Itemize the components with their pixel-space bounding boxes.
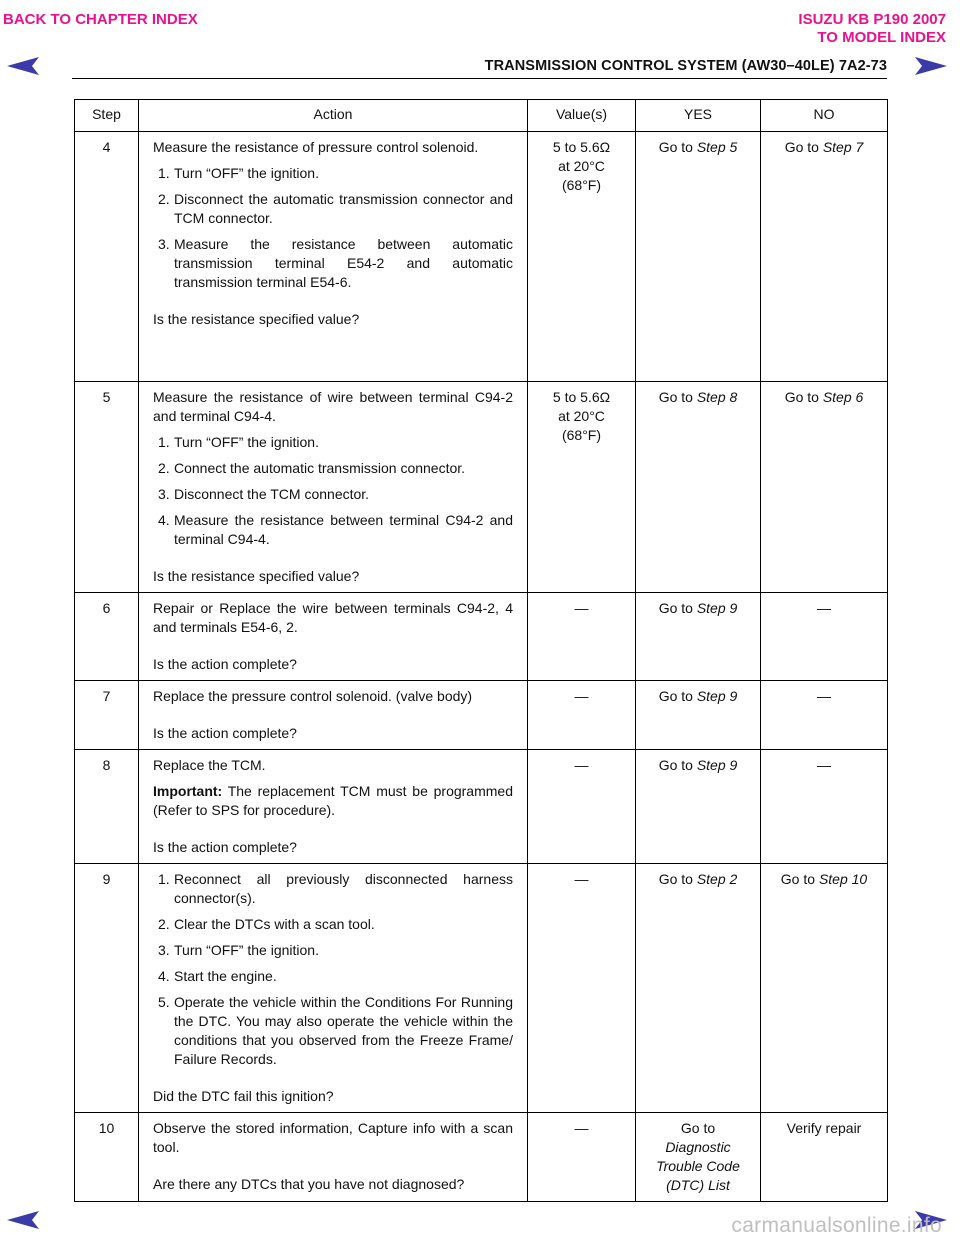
table-row: [75, 1113, 888, 1202]
step-link[interactable]: Step 9: [696, 600, 738, 616]
value-cell: [528, 593, 636, 681]
table-header-row: [75, 100, 888, 132]
yes-cell: Go to Diagnostic Trouble Code (DTC) List: [636, 1113, 761, 1202]
table-row: [75, 382, 888, 593]
step-link[interactable]: Step 5: [696, 139, 738, 155]
step-number: 8: [75, 750, 139, 864]
value-cell: 5 to 5.6Ω at 20°C (68°F): [528, 132, 636, 382]
action-cell: [139, 593, 528, 681]
list-item: 3. Turn “OFF” the ignition.: [158, 942, 319, 958]
step-link[interactable]: Step 9: [696, 757, 738, 773]
empty-dash: —: [574, 600, 589, 616]
back-to-chapter-index-link[interactable]: BACK TO CHAPTER INDEX: [3, 11, 198, 28]
action-intro: Measure the resistance of wire between terminal C94-2 and terminal C94-4.: [153, 389, 513, 424]
action-intro: Observe the stored information, Capture info with a scan tool.: [153, 1120, 513, 1155]
list-item: 1. Reconnect all previously disconnected harness connector(s).: [158, 871, 513, 906]
yes-cell: Go to Step 8: [636, 382, 761, 593]
step-link[interactable]: Step 10: [818, 871, 868, 887]
value-cell: [528, 864, 636, 1113]
step-link[interactable]: Step 9: [696, 688, 738, 704]
value-cell: [528, 750, 636, 864]
column-header-yes: YES: [636, 100, 761, 132]
no-cell: [761, 681, 888, 750]
list-item: 4. Start the engine.: [158, 968, 277, 984]
empty-dash: —: [817, 688, 831, 704]
list-item: 5. Operate the vehicle within the Conditions For Running the DTC. You may also operate the vehicle within the conditions that you observed from the Freeze Frame/ Failure Records.: [158, 994, 513, 1067]
yes-cell: Go to Step 2: [636, 864, 761, 1113]
table-row: [75, 593, 888, 681]
empty-dash: —: [574, 1120, 589, 1136]
list-item: 3. Measure the resistance between automatic transmission terminal E54-2 and automatic transmission terminal E54-6.: [158, 236, 513, 290]
yes-cell: Go to Step 9: [636, 750, 761, 864]
step-number: 7: [75, 681, 139, 750]
empty-dash: —: [574, 757, 589, 773]
column-header-values: Value(s): [528, 100, 636, 132]
action-cell: [139, 681, 528, 750]
action-cell: [139, 382, 528, 593]
list-item: 4. Measure the resistance between terminal C94-2 and terminal C94-4.: [158, 512, 513, 547]
action-question: Is the action complete?: [153, 656, 297, 672]
header-divider: [72, 78, 887, 79]
empty-dash: —: [574, 871, 589, 887]
action-cell: [139, 132, 528, 382]
action-intro: Replace the TCM.: [153, 757, 266, 773]
no-cell: Go to Step 7: [761, 132, 888, 382]
action-intro: Replace the pressure control solenoid. (valve body): [153, 688, 473, 704]
no-cell: [761, 750, 888, 864]
list-item: 1. Turn “OFF” the ignition.: [158, 434, 319, 450]
step-link[interactable]: Step 7: [822, 139, 864, 155]
to-model-index-link[interactable]: TO MODEL INDEX: [817, 29, 946, 46]
table-row: [75, 864, 888, 1113]
column-header-step: Step: [75, 100, 139, 132]
step-number: 4: [75, 132, 139, 382]
empty-dash: —: [574, 688, 589, 704]
action-question: Did the DTC fail this ignition?: [153, 1088, 334, 1104]
step-number: 6: [75, 593, 139, 681]
table-row: [75, 750, 888, 864]
action-question: Is the resistance specified value?: [153, 311, 360, 327]
previous-page-arrow-icon[interactable]: [6, 1210, 40, 1230]
diagnostic-table: [74, 99, 888, 1202]
step-number: 9: [75, 864, 139, 1113]
table-row: [75, 132, 888, 382]
list-item: 2. Connect the automatic transmission connector.: [158, 460, 466, 476]
column-header-no: NO: [761, 100, 888, 132]
action-question: Is the resistance specified value?: [153, 568, 360, 584]
yes-cell: Go to Step 9: [636, 593, 761, 681]
action-cell: [139, 1113, 528, 1202]
yes-cell: Go to Step 9: [636, 681, 761, 750]
list-item: 1. Turn “OFF” the ignition.: [158, 165, 319, 181]
empty-dash: —: [817, 600, 831, 616]
action-cell: [139, 864, 528, 1113]
action-intro: Repair or Replace the wire between terminals C94-2, 4 and terminals E54-6, 2.: [153, 600, 513, 635]
empty-dash: —: [817, 757, 831, 773]
list-item: 3. Disconnect the TCM connector.: [158, 486, 370, 502]
next-page-arrow-icon[interactable]: [914, 56, 948, 76]
step-number: 10: [75, 1113, 139, 1202]
table-row: [75, 681, 888, 750]
value-cell: [528, 681, 636, 750]
value-cell: [528, 1113, 636, 1202]
no-cell: Go to Step 10: [761, 864, 888, 1113]
procedure-list: [153, 870, 513, 1069]
action-question: Is the action complete?: [153, 839, 297, 855]
no-cell: Verify repair: [761, 1113, 888, 1202]
procedure-list: [153, 164, 513, 292]
page-header-title: TRANSMISSION CONTROL SYSTEM (AW30–40LE) 7A2-73: [484, 58, 887, 74]
watermark: carmanualsonline.info: [731, 1214, 942, 1237]
step-link[interactable]: Step 2: [696, 871, 738, 887]
dtc-list-link[interactable]: Diagnostic Trouble Code (DTC) List: [656, 1139, 740, 1193]
step-number: 5: [75, 382, 139, 593]
action-intro: Measure the resistance of pressure control solenoid.: [153, 139, 479, 155]
step-link[interactable]: Step 8: [696, 389, 738, 405]
previous-page-arrow-icon[interactable]: [6, 56, 40, 76]
no-cell: [761, 593, 888, 681]
important-note: Important: The replacement TCM must be programmed (Refer to SPS for procedure).: [153, 783, 513, 818]
list-item: 2. Clear the DTCs with a scan tool.: [158, 916, 375, 932]
action-question: Is the action complete?: [153, 725, 297, 741]
action-cell: [139, 750, 528, 864]
step-link[interactable]: Step 6: [822, 389, 864, 405]
list-item: 2. Disconnect the automatic transmission connector and TCM connector.: [158, 191, 513, 226]
action-question: Are there any DTCs that you have not diagnosed?: [153, 1176, 465, 1192]
no-cell: Go to Step 6: [761, 382, 888, 593]
yes-cell: Go to Step 5: [636, 132, 761, 382]
column-header-action: Action: [139, 100, 528, 132]
model-title-link[interactable]: ISUZU KB P190 2007: [798, 11, 946, 28]
procedure-list: [153, 433, 513, 549]
value-cell: 5 to 5.6Ω at 20°C (68°F): [528, 382, 636, 593]
